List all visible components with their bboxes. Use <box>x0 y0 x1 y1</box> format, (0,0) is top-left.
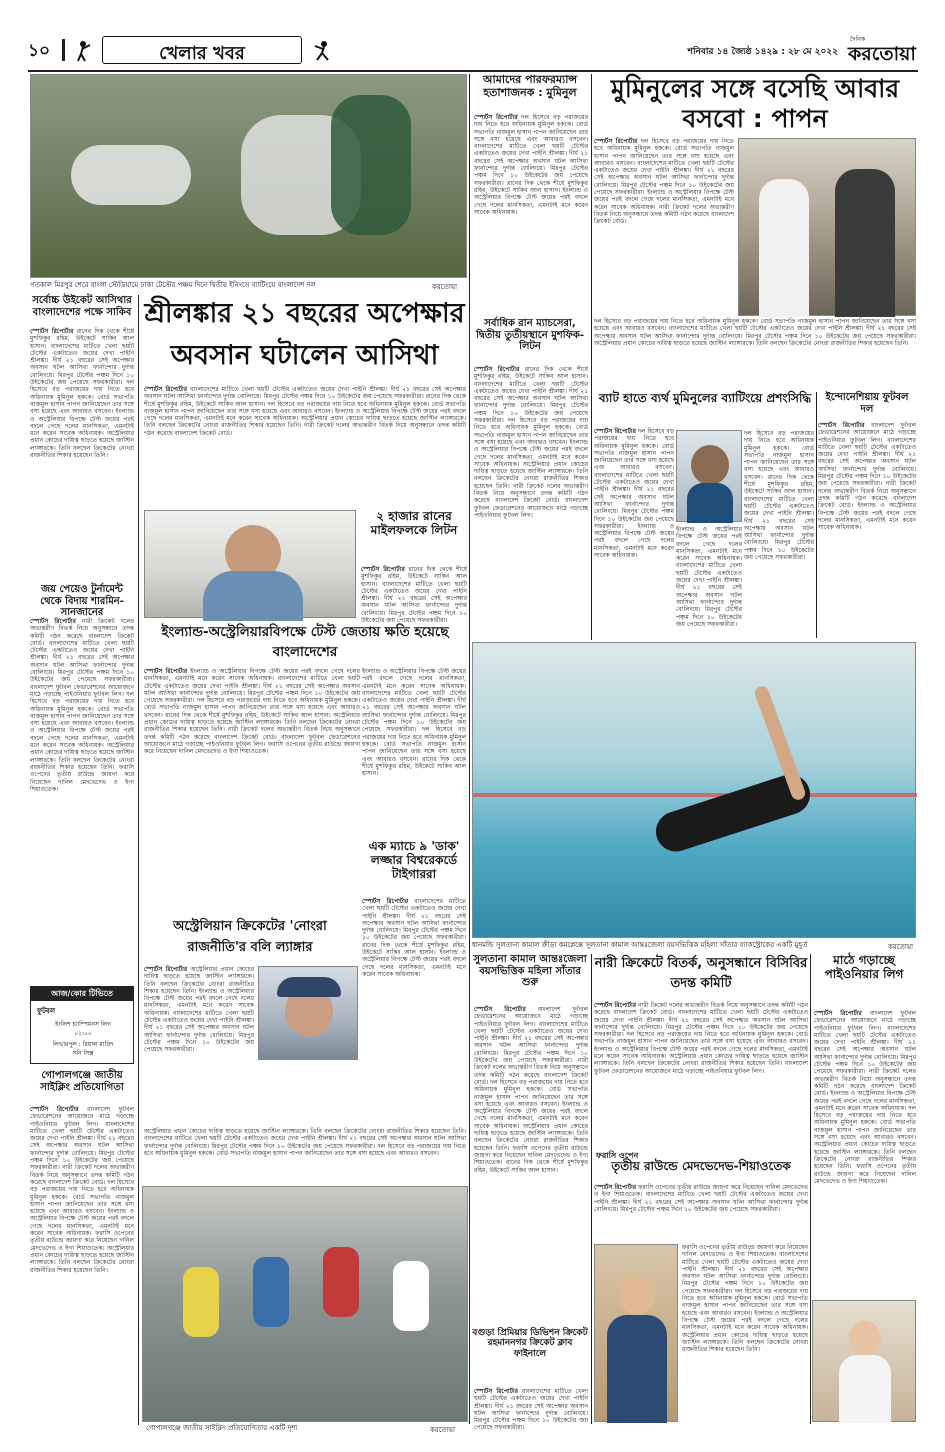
england-lead-cont3: রানের দিক থেকে শীর্ষে মুশফিকুর রহিম, উইকেটে সাকিব আল হাসান। <box>165 711 331 719</box>
coach-photo <box>144 510 356 618</box>
pioneer-lead-cont5: অস্ট্রেলিয়ার প্রধান কোচের দায়িত্ব ছাড়তে হয়েছে জাস্টিন ল্যাঙ্গারকে। তিনি বলছেন ক্রিকেটের নোংরা রাজনীতির শিকার হয়েছেন তিনি। <box>814 1141 916 1171</box>
women-cricket-lead-cont4: অস্ট্রেলিয়ার প্রধান কোচের দায়িত্ব ছাড়তে হয়েছে জাস্টিন ল্যাঙ্গারকে। তিনি বলছেন ক্রিকেটের নোংরা রাজনীতির শিকার হয়েছেন তিনি। <box>594 1053 808 1068</box>
tv-row-1-time: ০১:০০ <box>74 1030 92 1037</box>
swiatek-photo <box>812 1300 916 1422</box>
french-body-cont <box>682 1244 808 1422</box>
futsal-body <box>818 422 916 638</box>
cycling-lead-cont6: অস্ট্রেলিয়ার প্রধান কোচের দায়িত্ব ছাড়তে হয়েছে জাস্টিন ল্যাঙ্গারকে। তিনি বলছেন ক্রিকেটের নোংরা রাজনীতির শিকার হয়েছেন তিনি। <box>30 1244 134 1274</box>
sharmin-body <box>30 618 134 918</box>
medvedev-photo <box>594 1244 678 1422</box>
mominul-small-headline: আমাদের পারফরম্যান্স হতাশাজনক : মুমিনুল <box>482 73 578 99</box>
liton-run-body-cont <box>362 668 466 836</box>
french-lead-cont: বাংলাদেশের মাটিতে খেলা ছয়টি টেস্টের একটাতেও জয়ের দেখা পাইনি শ্রীলঙ্কা। দীর্ঘ ২১ বছরের সেই অপেক্ষার অবসান ঘটল আসিথা ফার্নান্দোর দুর্দান্ত বোলিংয়ে। মিরপুর টেস্টের পঞ্চম দিনে ১০ উইকেটের জয় পেয়েছে সফরকারীরা। <box>594 1191 808 1213</box>
futsal-byline: স্পোর্টস রিপোর্টার <box>818 422 865 429</box>
bat-fail-lead-cont2: ইংল্যান্ড ও অস্ট্রেলিয়ার বিপক্ষে টেস্ট জয়ের পরই বদলে গেছে দলের মানসিকতা, এমনটাই মনে করেন সাবেক অধিনায়ক। <box>594 522 674 560</box>
mominul-lead-cont3: নারী ক্রিকেট দলের অভ্যন্তরীণ বিতর্ক নিয়ে অনুসন্ধানে তদন্ত কমিটি গঠন করেছে বাংলাদেশ ক্রিকেট বোর্ড। <box>594 203 734 226</box>
liton-bat-lead-cont: বাংলাদেশের মাটিতে খেলা ছয়টি টেস্টের একটাতেও জয়ের দেখা পাইনি শ্রীলঙ্কা। দীর্ঘ ২১ বছরের সেই অপেক্ষার অবসান ঘটল আসিথা ফার্নান্দোর দুর্দান্ত বোলিংয়ে। মিরপুর টেস্টের পঞ্চম দিনে ১০ উইকেটের জয় পেয়েছে সফরকারীরা। <box>474 380 588 425</box>
tv-box <box>30 986 134 1064</box>
cycling-photo-credit: করতোয়া <box>430 1426 455 1434</box>
langer-photo <box>258 966 358 1060</box>
pioneer-lead-cont: বাংলাদেশের মাটিতে খেলা ছয়টি টেস্টের একটাতেও জয়ের দেখা পাইনি শ্রীলঙ্কা। দীর্ঘ ২১ বছরের সেই অপেক্ষার অবসান ঘটল আসিথা ফার্নান্দোর দুর্দান্ত বোলিংয়ে। মিরপুর টেস্টের পঞ্চম দিনে ১০ উইকেটের জয় পেয়েছে সফরকারীরা। <box>814 1024 916 1076</box>
swimming-headline: সুলতানা কামাল আন্তঃজেলা বয়সভিত্তিক মহিলা সাঁতার শুরু <box>473 954 587 988</box>
pioneer-lead-cont4: দল হিসেবে বড় পরাজয়ের দায় নিতে হবে অধিনায়ক মুমিনুল হককে। বোর্ড সভাপতি নাজমুল হাসান পাপন জানিয়েছেন তার সঙ্গে বসা হয়েছে এবং আবারও বসবেন। <box>814 1104 916 1142</box>
women-cricket-headline: নারী ক্রিকেটে বিতর্ক, অনুসন্ধানে বিসিবির তদন্ত কমিটি <box>594 956 808 991</box>
langer-lead: অস্ট্রেলিয়ার প্রধান কোচের দায়িত্ব ছাড়তে হয়েছে জাস্টিন ল্যাঙ্গারকে। তিনি বলছেন ক্রিকেটের নোংরা রাজনীতির শিকার হয়েছেন তিনি। <box>144 966 254 995</box>
main-body <box>144 386 466 508</box>
section-title: খেলার খবর <box>159 43 245 64</box>
cycling-photo-caption: গোপালগঞ্জে জাতীয় সাইক্লিং প্রতিযোগিতার একটি দৃশ্য <box>146 1424 298 1432</box>
bat-fail-body-3 <box>676 526 742 638</box>
sharmin-byline: স্পোর্টস রিপোর্টার <box>30 618 76 625</box>
left-column-divider <box>138 295 139 1425</box>
main-lead-cont4: অস্ট্রেলিয়ার প্রধান কোচের দায়িত্ব ছাড়তে হয়েছে জাস্টিন ল্যাঙ্গারকে। তিনি বলছেন ক্রিকেটের নোংরা রাজনীতির শিকার হয়েছেন তিনি। <box>144 415 466 430</box>
main-lead-cont5: নারী ক্রিকেট দলের অভ্যন্তরীণ বিতর্ক নিয়ে অনুসন্ধানে তদন্ত কমিটি গঠন করেছে বাংলাদেশ ক্রিকেট বোর্ড। <box>144 422 466 437</box>
mominul-body <box>594 138 734 313</box>
mominul-small-lead-cont3: ইংল্যান্ড ও অস্ট্রেলিয়ার বিপক্ষে টেস্ট জয়ের পরই বদলে গেছে দলের মানসিকতা, এমনটাই মনে করেন সাবেক অধিনায়ক। <box>474 186 588 216</box>
england-lead-cont6: বাংলাদেশ ফুটবল ফেডারেশনের আয়োজনে মাঠে গড়াচ্ছে পাইওনিয়ার ফুটবল লিগ। <box>144 733 360 748</box>
main-column-divider <box>469 74 470 1424</box>
french-body <box>594 1184 808 1240</box>
mominul-headline: মুমিনুলের সঙ্গে বসেছি আবার বসবো : পাপন <box>610 74 900 133</box>
sharmin-lead-cont5: অস্ট্রেলিয়ার প্রধান কোচের দায়িত্ব ছাড়তে হয়েছে জাস্টিন ল্যাঙ্গারকে। তিনি বলছেন ক্রিকেটের নোংরা রাজনীতির শিকার হয়েছেন তিনি। <box>30 742 134 771</box>
date-line: শনিবার ১৪ জ্যৈষ্ঠ ১৪২৯ : ২৮ মে ২০২২ <box>687 47 838 57</box>
swimming-lead: বাংলাদেশ ফুটবল ফেডারেশনের আয়োজনে মাঠে গড়াচ্ছে পাইওনিয়ার ফুটবল লিগ। <box>474 1006 588 1028</box>
liton-bat-lead-cont4: অস্ট্রেলিয়ার প্রধান কোচের দায়িত্ব ছাড়তে হয়েছে জাস্টিন ল্যাঙ্গারকে। তিনি বলছেন ক্রিকেটের নোংরা রাজনীতির শিকার হয়েছেন তিনি। <box>474 460 588 490</box>
liton-run-byline: স্পোর্টস রিপোর্টার <box>361 566 405 573</box>
liton-run-headline: ২ হাজার রানের মাইলফলকে লিটন <box>370 509 458 537</box>
french-byline: স্পোর্টস রিপোর্টার <box>594 1184 637 1191</box>
pioneer-lead-cont6: ফরাসি ওপেনের তৃতীয় রাউন্ডে জায়গা করে নিয়েছেন দানিল মেদভেদেভ ও ইগা শিয়াওতেক। <box>814 1163 916 1185</box>
liton-bat-body <box>474 366 588 640</box>
sharmin-headline: জয় পেয়েও টুর্নামেন্ট থেকে বিদায় শারমিন-সানজানের <box>40 584 124 618</box>
paper-name: করতোয়া <box>848 43 916 65</box>
pioneer-lead-cont3: ইংল্যান্ড ও অস্ট্রেলিয়ার বিপক্ষে টেস্ট জয়ের পরই বদলে গেছে দলের মানসিকতা, এমনটাই মনে করেন সাবেক অধিনায়ক। <box>814 1090 916 1112</box>
swimming-lead-cont3: দল হিসেবে বড় পরাজয়ের দায় নিতে হবে অধিনায়ক মুমিনুল হককে। বোর্ড সভাপতি নাজমুল হাসান পাপন জানিয়েছেন তার সঙ্গে বসা হয়েছে এবং আবারও বসবেন। <box>474 1078 588 1108</box>
bogura-body <box>474 1388 588 1432</box>
tv-row-2-time: সনি সিক্স <box>72 1050 94 1057</box>
liton-run-cont-text4: রানের দিক থেকে শীর্ষে মুশফিকুর রহিম, উইকেটে সাকিব আল হাসান। <box>362 755 466 778</box>
french-cont-text5: অস্ট্রেলিয়ার প্রধান কোচের দায়িত্ব ছাড়তে হয়েছে জাস্টিন ল্যাঙ্গারকে। তিনি বলছেন ক্রিকেটের নোংরা রাজনীতির শিকার হয়েছেন তিনি। <box>682 1331 808 1354</box>
tv-row-1-event: ইংলিশ চ্যাম্পিয়নস লিগ <box>55 1021 111 1028</box>
swimming-photo <box>472 642 916 938</box>
bogura-lead: বাংলাদেশের মাটিতে খেলা ছয়টি টেস্টের একটাতেও জয়ের দেখা পাইনি শ্রীলঙ্কা। দীর্ঘ ২১ বছরের সেই অপেক্ষার অবসান ঘটল আসিথা ফার্নান্দোর দুর্দান্ত বোলিংয়ে। মিরপুর টেস্টের পঞ্চম দিনে ১০ উইকেটের জয় পেয়েছে সফরকারীরা। <box>474 1388 588 1432</box>
mominul-small-body <box>474 114 588 314</box>
tv-sport: ফুটবল <box>37 1007 56 1015</box>
cycling-lead-cont3: দল হিসেবে বড় পরাজয়ের দায় নিতে হবে অধিনায়ক মুমিনুল হককে। বোর্ড সভাপতি নাজমুল হাসান পাপন জানিয়েছেন তার সঙ্গে বসা হয়েছে এবং আবারও বসবেন। <box>30 1178 134 1216</box>
futsal-lead-cont2: নারী ক্রিকেট দলের অভ্যন্তরীণ বিতর্ক নিয়ে অনুসন্ধানে তদন্ত কমিটি গঠন করেছে বাংলাদেশ ক্রিকেট বোর্ড। <box>818 480 916 510</box>
bogura-byline: স্পোর্টস রিপোর্টার <box>474 1388 518 1395</box>
women-cricket-body <box>594 1002 808 1146</box>
french-lead: ফরাসি ওপেনের তৃতীয় রাউন্ডে জায়গা করে নিয়েছেন দানিল মেদভেদেভ ও ইগা শিয়াওতেক। <box>594 1184 808 1199</box>
langer-cont-text: অস্ট্রেলিয়ার প্রধান কোচের দায়িত্ব ছাড়তে হয়েছে জাস্টিন ল্যাঙ্গারকে। তিনি বলছেন ক্রিকেটের নোংরা রাজনীতির শিকার হয়েছেন তিনি। <box>144 1128 466 1135</box>
paper-name-small: দৈনিক <box>850 36 866 43</box>
england-byline: স্পোর্টস রিপোর্টার <box>144 668 188 675</box>
england-lead-cont7: ফরাসি ওপেনের তৃতীয় রাউন্ডে জায়গা করে নিয়েছেন দানিল মেদভেদেভ ও ইগা শিয়াওতেক। <box>144 740 360 756</box>
main-lead-cont: রানের দিক থেকে শীর্ষে মুশফিকুর রহিম, উইকেটে সাকিব আল হাসান। <box>144 393 466 408</box>
futsal-divider <box>816 392 817 638</box>
main-byline: স্পোর্টস রিপোর্টার <box>144 386 187 393</box>
mominul-body-cont <box>594 318 916 390</box>
main-lead: বাংলাদেশের মাটিতে খেলা ছয়টি টেস্টের একটাতেও জয়ের দেখা পাইনি শ্রীলঙ্কা। দীর্ঘ ২১ বছরের সেই অপেক্ষার অবসান ঘটল আসিথা ফার্নান্দোর দুর্দান্ত বোলিংয়ে। মিরপুর টেস্টের পঞ্চম দিনে ১০ উইকেটের জয় পেয়েছে সফরকারীরা। <box>144 386 466 401</box>
futsal-lead-cont3: ইংল্যান্ড ও অস্ট্রেলিয়ার বিপক্ষে টেস্ট জয়ের পরই বদলে গেছে দলের মানসিকতা, এমনটাই মনে করেন সাবেক অধিনায়ক। <box>818 502 917 532</box>
pioneer-body <box>814 1010 916 1296</box>
papan-photo <box>738 138 916 316</box>
mominul-body-cont-text: দল হিসেবে বড় পরাজয়ের দায় নিতে হবে অধিনায়ক মুমিনুল হককে। বোর্ড সভাপতি নাজমুল হাসান পাপন জানিয়েছেন তার সঙ্গে বসা হয়েছে এবং আবারও বসবেন। <box>594 318 916 333</box>
bat-fail-body-2 <box>744 430 814 638</box>
langer-cont-text2: বাংলাদেশের মাটিতে খেলা ছয়টি টেস্টের একটাতেও জয়ের দেখা পাইনি শ্রীলঙ্কা। দীর্ঘ ২১ বছরের সেই অপেক্ষার অবসান ঘটল আসিথা ফার্নান্দোর দুর্দান্ত বোলিংয়ে। মিরপুর টেস্টের পঞ্চম দিনে ১০ উইকেটের জয় পেয়েছে সফরকারীরা। <box>144 1135 466 1150</box>
women-cricket-byline: স্পোর্টস রিপোর্টার <box>594 1002 637 1009</box>
masthead <box>28 34 918 70</box>
bat-fail-cont-text3: বাংলাদেশের মাটিতে খেলা ছয়টি টেস্টের একটাতেও জয়ের দেখা পাইনি শ্রীলঙ্কা। দীর্ঘ ২১ বছরের সেই অপেক্ষার অবসান ঘটল আসিথা ফার্নান্দোর দুর্দান্ত বোলিংয়ে। মিরপুর টেস্টের পঞ্চম দিনে ১০ উইকেটের জয় পেয়েছে সফরকারীরা। <box>744 495 814 562</box>
langer-headline: অস্ট্রেলিয়ান ক্রিকেটের 'নোংরা রাজনীতি'র বলি ল্যাঙ্গার <box>173 919 327 955</box>
header-rule <box>28 70 918 72</box>
liton-bat-lead: রানের দিক থেকে শীর্ষে মুশফিকুর রহিম, উইকেটে সাকিব আল হাসান। <box>474 366 588 381</box>
women-cricket-lead-cont: বাংলাদেশের মাটিতে খেলা ছয়টি টেস্টের একটাতেও জয়ের দেখা পাইনি শ্রীলঙ্কা। দীর্ঘ ২১ বছরের সেই অপেক্ষার অবসান ঘটল আসিথা ফার্নান্দোর দুর্দান্ত বোলিংয়ে। মিরপুর টেস্টের পঞ্চম দিনে ১০ উইকেটের জয় পেয়েছে সফরকারীরা। <box>594 1009 808 1039</box>
swimming-lead-cont7: রানের দিক থেকে শীর্ষে মুশফিকুর রহিম, উইকেটে সাকিব আল হাসান। <box>474 1159 588 1174</box>
bowler-icon <box>310 40 334 62</box>
right-column-divider <box>810 954 811 1424</box>
sakib-body <box>30 328 134 578</box>
duck-body <box>362 898 466 1058</box>
women-cricket-lead-cont3: ইংল্যান্ড ও অস্ট্রেলিয়ার বিপক্ষে টেস্ট জয়ের পরই বদলে গেছে দলের মানসিকতা, এমনটাই মনে করেন সাবেক অধিনায়ক। <box>594 1045 808 1061</box>
mominul-body-cont-text2: বাংলাদেশের মাটিতে খেলা ছয়টি টেস্টের একটাতেও জয়ের দেখা পাইনি শ্রীলঙ্কা। দীর্ঘ ২১ বছরের সেই অপেক্ষার অবসান ঘটল আসিথা ফার্নান্দোর দুর্দান্ত বোলিংয়ে। মিরপুর টেস্টের পঞ্চম দিনে ১০ উইকেটের জয় পেয়েছে সফরকারীরা। <box>594 325 916 340</box>
main-lead-cont2: দল হিসেবে বড় পরাজয়ের দায় নিতে হবে অধিনায়ক মুমিনুল হককে। বোর্ড সভাপতি নাজমুল হাসান পাপন জানিয়েছেন তার সঙ্গে বসা হয়েছে এবং আবারও বসবেন। <box>144 400 466 415</box>
duck-byline: স্পোর্টস রিপোর্টার <box>362 898 409 905</box>
sakib-lead-cont4: অস্ট্রেলিয়ার প্রধান কোচের দায়িত্ব ছাড়তে হয়েছে জাস্টিন ল্যাঙ্গারকে। তিনি বলছেন ক্রিকেটের নোংরা রাজনীতির শিকার হয়েছেন তিনি। <box>30 430 134 460</box>
page-number: ১০ <box>28 41 51 61</box>
french-cont-text3: দল হিসেবে বড় পরাজয়ের দায় নিতে হবে অধিনায়ক মুমিনুল হককে। বোর্ড সভাপতি নাজমুল হাসান পাপন জানিয়েছেন তার সঙ্গে বসা হয়েছে এবং আবারও বসবেন। <box>682 1287 808 1317</box>
bat-fail-lead: দল হিসেবে বড় পরাজয়ের দায় নিতে হবে অধিনায়ক মুমিনুল হককে। বোর্ড সভাপতি নাজমুল হাসান পাপন জানিয়েছেন তার সঙ্গে বসা হয়েছে এবং আবারও বসবেন। <box>594 428 674 472</box>
cycling-headline: গোপালগঞ্জে জাতীয় সাইক্লিং প্রতিযোগিতা <box>40 1070 124 1093</box>
main-lead-cont3: ইংল্যান্ড ও অস্ট্রেলিয়ার বিপক্ষে টেস্ট জয়ের পরই বদলে গেছে দলের মানসিকতা, এমনটাই মনে করেন সাবেক অধিনায়ক। <box>144 407 466 423</box>
swimming-body <box>474 1006 588 1326</box>
french-cont-text4: ইংল্যান্ড ও অস্ট্রেলিয়ার বিপক্ষে টেস্ট জয়ের পরই বদলে গেছে দলের মানসিকতা, এমনটাই মনে করেন সাবেক অধিনায়ক। <box>682 1309 808 1332</box>
cycling-photo <box>142 1186 468 1422</box>
sakib-lead: রানের দিক থেকে শীর্ষে মুশফিকুর রহিম, উইকেটে সাকিব আল হাসান। <box>30 328 134 350</box>
duck-lead-cont2: ইংল্যান্ড ও অস্ট্রেলিয়ার বিপক্ষে টেস্ট জয়ের পরই বদলে গেছে দলের মানসিকতা, এমনটাই মনে করেন সাবেক অধিনায়ক। <box>362 949 466 978</box>
mominul-small-lead-cont2: রানের দিক থেকে শীর্ষে মুশফিকুর রহিম, উইকেটে সাকিব আল হাসান। <box>474 179 588 194</box>
swimming-lead-cont5: অস্ট্রেলিয়ার প্রধান কোচের দায়িত্ব ছাড়তে হয়েছে জাস্টিন ল্যাঙ্গারকে। তিনি বলছেন ক্রিকেটের নোংরা রাজনীতির শিকার হয়েছেন তিনি। <box>474 1122 588 1152</box>
swimming-photo-caption: ধানমন্ডি সুলতানা কামাল ক্রীড়া কমপ্লেক্সে সুলতানা কামাল আন্তঃজেলা বয়সভিত্তিক মহিলা সাঁতার ব্যাকস্ট্রোকের একটি মুহূর্ত <box>472 941 808 949</box>
mominul-body-cont-text3: অস্ট্রেলিয়ার প্রধান কোচের দায়িত্ব ছাড়তে হয়েছে জাস্টিন ল্যাঙ্গারকে। তিনি বলছেন ক্রিকেটের নোংরা রাজনীতির শিকার হয়েছেন তিনি। <box>594 339 909 347</box>
duck-lead-cont: রানের দিক থেকে শীর্ষে মুশফিকুর রহিম, উইকেটে সাকিব আল হাসান। <box>362 941 466 957</box>
langer-lead-cont: ইংল্যান্ড ও অস্ট্রেলিয়ার বিপক্ষে টেস্ট জয়ের পরই বদলে গেছে দলের মানসিকতা, এমনটাই মনে করেন সাবেক অধিনায়ক। <box>144 987 254 1017</box>
futsal-lead: বাংলাদেশ ফুটবল ফেডারেশনের আয়োজনে মাঠে গড়াচ্ছে পাইওনিয়ার ফুটবল লিগ। <box>818 422 916 444</box>
duck-headline: এক ম্যাচে ৯ 'ডাক' লজ্জার বিশ্বরেকর্ডে টাইগাররা <box>368 839 460 881</box>
langer-lead-cont2: বাংলাদেশের মাটিতে খেলা ছয়টি টেস্টের একটাতেও জয়ের দেখা পাইনি শ্রীলঙ্কা। দীর্ঘ ২১ বছরের সেই অপেক্ষার অবসান ঘটল আসিথা ফার্নান্দোর দুর্দান্ত বোলিংয়ে। মিরপুর টেস্টের পঞ্চম দিনে ১০ উইকেটের জয় পেয়েছে সফরকারীরা। <box>144 1009 254 1054</box>
tv-box-title: আজ/কোর টিভিতে <box>31 987 133 1001</box>
women-cricket-lead-cont5: বাংলাদেশ ফুটবল ফেডারেশনের আয়োজনে মাঠে গড়াচ্ছে পাইওনিয়ার ফুটবল লিগ। <box>594 1060 808 1075</box>
sharmin-lead: নারী ক্রিকেট দলের অভ্যন্তরীণ বিতর্ক নিয়ে অনুসন্ধানে তদন্ত কমিটি গঠন করেছে বাংলাদেশ ক্রিকেট বোর্ড। <box>30 618 134 647</box>
england-lead: ইংল্যান্ড ও অস্ট্রেলিয়ার বিপক্ষে টেস্ট জয়ের পরই বদলে গেছে দলের মানসিকতা, এমনটাই মনে করেন সাবেক অধিনায়ক। <box>144 668 360 683</box>
mominul-small-byline: স্পোর্টস রিপোর্টার <box>474 114 518 121</box>
england-lead-cont5: নারী ক্রিকেট দলের অভ্যন্তরীণ বিতর্ক নিয়ে অনুসন্ধানে তদন্ত কমিটি গঠন করেছে বাংলাদেশ ক্রিকেট বোর্ড। <box>144 726 360 741</box>
lower-middle-divider <box>591 954 592 1424</box>
bat-fail-cont-text5: বাংলাদেশের মাটিতে খেলা ছয়টি টেস্টের একটাতেও জয়ের দেখা পাইনি শ্রীলঙ্কা। দীর্ঘ ২১ বছরের সেই অপেক্ষার অবসান ঘটল আসিথা ফার্নান্দোর দুর্দান্ত বোলিংয়ে। মিরপুর টেস্টের পঞ্চম দিনে ১০ উইকেটের জয় পেয়েছে সফরকারীরা। <box>676 562 742 628</box>
liton-bat-lead-cont3: ইংল্যান্ড ও অস্ট্রেলিয়ার বিপক্ষে টেস্ট জয়ের পরই বদলে গেছে দলের মানসিকতা, এমনটাই মনে করেন সাবেক অধিনায়ক। <box>474 438 588 468</box>
french-cont-text: ফরাসি ওপেনের তৃতীয় রাউন্ডে জায়গা করে নিয়েছেন দানিল মেদভেদেভ ও ইগা শিয়াওতেক। <box>682 1244 808 1259</box>
sakib-headline: সর্বোচ্চ উইকেট আসিথার বাংলাদেশের পক্ষে সাকিব <box>32 295 132 318</box>
pioneer-lead: বাংলাদেশ ফুটবল ফেডারেশনের আয়োজনে মাঠে গড়াচ্ছে পাইওনিয়ার ফুটবল লিগ। <box>814 1010 916 1032</box>
french-headline: তৃতীয় রাউন্ডে মেদভেদেভ-শিয়াওতেক <box>611 1159 791 1173</box>
batsman-icon <box>70 40 96 62</box>
pioneer-headline: মাঠে গড়াচ্ছে পাইওনিয়ার লিগ <box>824 953 904 981</box>
sharmin-lead-cont4: ইংল্যান্ড ও অস্ট্রেলিয়ার বিপক্ষে টেস্ট জয়ের পরই বদলে গেছে দলের মানসিকতা, এমনটাই মনে করেন সাবেক অধিনায়ক। <box>30 720 134 750</box>
cycling-byline: স্পোর্টস রিপোর্টার <box>30 1106 79 1113</box>
langer-body <box>144 966 254 1126</box>
sharmin-lead-cont3: দল হিসেবে বড় পরাজয়ের দায় নিতে হবে অধিনায়ক মুমিনুল হককে। বোর্ড সভাপতি নাজমুল হাসান পাপন জানিয়েছেন তার সঙ্গে বসা হয়েছে এবং আবারও বসবেন। <box>30 690 134 728</box>
swimming-photo-credit: করতোয়া <box>888 943 913 951</box>
sakib-lead-cont3: ইংল্যান্ড ও অস্ট্রেলিয়ার বিপক্ষে টেস্ট জয়ের পরই বদলে গেছে দলের মানসিকতা, এমনটাই মনে করেন সাবেক অধিনায়ক। <box>30 408 134 438</box>
england-lead-cont4: অস্ট্রেলিয়ার প্রধান কোচের দায়িত্ব ছাড়তে হয়েছে জাস্টিন ল্যাঙ্গারকে। তিনি বলছেন ক্রিকেটের নোংরা রাজনীতির শিকার হয়েছেন তিনি। <box>144 711 360 734</box>
mominul-lead-cont: বাংলাদেশের মাটিতে খেলা ছয়টি টেস্টের একটাতেও জয়ের দেখা পাইনি শ্রীলঙ্কা। দীর্ঘ ২১ বছরের সেই অপেক্ষার অবসান ঘটল আসিথা ফার্নান্দোর দুর্দান্ত বোলিংয়ে। মিরপুর টেস্টের পঞ্চম দিনে ১০ উইকেটের জয় পেয়েছে সফরকারীরা। <box>594 159 734 197</box>
liton-bat-lead-cont5: নারী ক্রিকেট দলের অভ্যন্তরীণ বিতর্ক নিয়ে অনুসন্ধানে তদন্ত কমিটি গঠন করেছে বাংলাদেশ ক্রিকেট বোর্ড। <box>474 482 588 505</box>
bat-fail-cont-text: দল হিসেবে বড় পরাজয়ের দায় নিতে হবে অধিনায়ক মুমিনুল হককে। বোর্ড সভাপতি নাজমুল হাসান পাপন জানিয়েছেন তার সঙ্গে বসা হয়েছে এবং আবারও বসবেন। <box>744 430 814 481</box>
swimming-lead-cont6: ফরাসি ওপেনের তৃতীয় রাউন্ডে জায়গা করে নিয়েছেন দানিল মেদভেদেভ ও ইগা শিয়াওতেক। <box>474 1144 588 1167</box>
cycling-lead: বাংলাদেশ ফুটবল ফেডারেশনের আয়োজনে মাঠে গড়াচ্ছে পাইওনিয়ার ফুটবল লিগ। <box>30 1106 134 1128</box>
liton-run-cont-text2: বাংলাদেশের মাটিতে খেলা ছয়টি টেস্টের একটাতেও জয়ের দেখা পাইনি শ্রীলঙ্কা। দীর্ঘ ২১ বছরের সেই অপেক্ষার অবসান ঘটল আসিথা ফার্নান্দোর দুর্দান্ত বোলিংয়ে। মিরপুর টেস্টের পঞ্চম দিনে ১০ উইকেটের জয় পেয়েছে সফরকারীরা। <box>362 689 466 734</box>
duck-lead: বাংলাদেশের মাটিতে খেলা ছয়টি টেস্টের একটাতেও জয়ের দেখা পাইনি শ্রীলঙ্কা। দীর্ঘ ২১ বছরের সেই অপেক্ষার অবসান ঘটল আসিথা ফার্নান্দোর দুর্দান্ত বোলিংয়ে। মিরপুর টেস্টের পঞ্চম দিনে ১০ উইকেটের জয় পেয়েছে সফরকারীরা। <box>362 898 466 942</box>
women-cricket-lead-cont2: দল হিসেবে বড় পরাজয়ের দায় নিতে হবে অধিনায়ক মুমিনুল হককে। বোর্ড সভাপতি নাজমুল হাসান পাপন জানিয়েছেন তার সঙ্গে বসা হয়েছে এবং আবারও বসবেন। <box>594 1031 808 1046</box>
liton-bat-headline: সর্বাধিক রান ম্যাচসেরা, দ্বিতীয় তুর্তীয়স্থানে মুশফিক-লিটন <box>475 318 585 352</box>
top-photo-credit: করতোয়া <box>432 283 457 291</box>
cycling-lead-cont5: ফরাসি ওপেনের তৃতীয় রাউন্ডে জায়গা করে নিয়েছেন দানিল মেদভেদেভ ও ইগা শিয়াওতেক। <box>30 1230 134 1252</box>
langer-body-cont <box>144 1128 466 1182</box>
england-lead-cont2: দল হিসেবে বড় পরাজয়ের দায় নিতে হবে অধিনায়ক মুমিনুল হককে। বোর্ড সভাপতি নাজমুল হাসান পাপন জানিয়েছেন তার সঙ্গে বসা হয়েছে এবং আবারও বসবেন। <box>144 697 360 719</box>
page-number-divider <box>62 39 65 61</box>
cycling-lead-cont4: ইংল্যান্ড ও অস্ট্রেলিয়ার বিপক্ষে টেস্ট জয়ের পরই বদলে গেছে দলের মানসিকতা, এমনটাই মনে করেন সাবেক অধিনায়ক। <box>30 1208 134 1238</box>
futsal-lead-cont: বাংলাদেশের মাটিতে খেলা ছয়টি টেস্টের একটাতেও জয়ের দেখা পাইনি শ্রীলঙ্কা। দীর্ঘ ২১ বছরের সেই অপেক্ষার অবসান ঘটল আসিথা ফার্নান্দোর দুর্দান্ত বোলিংয়ে। মিরপুর টেস্টের পঞ্চম দিনে ১০ উইকেটের জয় পেয়েছে সফরকারীরা। <box>818 436 916 488</box>
liton-run-lead: রানের দিক থেকে শীর্ষে মুশফিকুর রহিম, উইকেটে সাকিব আল হাসান। <box>361 566 467 588</box>
top-photo-caption: গতকাল মিরপুর শেরে বাংলা স্টেডিয়ামে ঢাকা টেস্টের পঞ্চম দিনে দ্বিতীয় ইনিংসে ব্যাটিংয়ে বাংলাদেশ দল <box>30 281 316 289</box>
paper-logo <box>848 34 920 68</box>
mominul-small-lead-cont: বাংলাদেশের মাটিতে খেলা ছয়টি টেস্টের একটাতেও জয়ের দেখা পাইনি শ্রীলঙ্কা। দীর্ঘ ২১ বছরের সেই অপেক্ষার অবসান ঘটল আসিথা ফার্নান্দোর দুর্দান্ত বোলিংয়ে। মিরপুর টেস্টের পঞ্চম দিনে ১০ উইকেটের জয় পেয়েছে সফরকারীরা। <box>474 143 588 187</box>
bat-fail-body <box>594 428 674 638</box>
bat-fail-headline: ব্যাট হাতে ব্যর্থ মুমিনুলের ব্যাটিংয়ে প্রশংসিদ্ধি <box>598 391 812 405</box>
women-cricket-lead: নারী ক্রিকেট দলের অভ্যন্তরীণ বিতর্ক নিয়ে অনুসন্ধানে তদন্ত কমিটি গঠন করেছে বাংলাদেশ ক্রিকেট বোর্ড। <box>594 1002 808 1017</box>
swimming-lead-cont2: নারী ক্রিকেট দলের অভ্যন্তরীণ বিতর্ক নিয়ে অনুসন্ধানে তদন্ত কমিটি গঠন করেছে বাংলাদেশ ক্রিকেট বোর্ড। <box>474 1057 588 1086</box>
swimming-lead-cont: বাংলাদেশের মাটিতে খেলা ছয়টি টেস্টের একটাতেও জয়ের দেখা পাইনি শ্রীলঙ্কা। দীর্ঘ ২১ বছরের সেই অপেক্ষার অবসান ঘটল আসিথা ফার্নান্দোর দুর্দান্ত বোলিংয়ে। মিরপুর টেস্টের পঞ্চম দিনে ১০ উইকেটের জয় পেয়েছে সফরকারীরা। <box>474 1020 588 1065</box>
test-match-photo <box>30 74 467 278</box>
bat-fail-lead-cont: বাংলাদেশের মাটিতে খেলা ছয়টি টেস্টের একটাতেও জয়ের দেখা পাইনি শ্রীলঙ্কা। দীর্ঘ ২১ বছরের সেই অপেক্ষার অবসান ঘটল আসিথা ফার্নান্দোর দুর্দান্ত বোলিংয়ে। মিরপুর টেস্টের পঞ্চম দিনে ১০ উইকেটের জয় পেয়েছে সফরকারীরা। <box>594 471 674 530</box>
mominul-small-lead: দল হিসেবে বড় পরাজয়ের দায় নিতে হবে অধিনায়ক মুমিনুল হককে। বোর্ড সভাপতি নাজমুল হাসান পাপন জানিয়েছেন তার সঙ্গে বসা হয়েছে এবং আবারও বসবেন। <box>474 114 588 143</box>
liton-bat-lead-cont6: বাংলাদেশ ফুটবল ফেডারেশনের আয়োজনে মাঠে গড়াচ্ছে পাইওনিয়ার ফুটবল লিগ। <box>474 497 588 519</box>
middle-column-divider <box>591 74 592 640</box>
england-headline: ইংল্যান্ড-অস্ট্রেলিয়ারবিপক্ষে টেস্ট জেতায় ক্ষতি হয়েছে বাংলাদেশের <box>161 624 449 660</box>
futsal-headline: ইন্দোনেশিয়ায় ফুটবল দল <box>825 392 909 415</box>
sakib-byline: স্পোর্টস রিপোর্টার <box>30 328 74 335</box>
sakib-lead-cont2: দল হিসেবে বড় পরাজয়ের দায় নিতে হবে অধিনায়ক মুমিনুল হককে। বোর্ড সভাপতি নাজমুল হাসান পাপন জানিয়েছেন তার সঙ্গে বসা হয়েছে এবং আবারও বসবেন। <box>30 379 134 416</box>
liton-run-cont-text: ইংল্যান্ড ও অস্ট্রেলিয়ার বিপক্ষে টেস্ট জয়ের পরই বদলে গেছে দলের মানসিকতা, এমনটাই মনে করেন সাবেক অধিনায়ক। <box>362 668 466 690</box>
cycling-lead-cont: বাংলাদেশের মাটিতে খেলা ছয়টি টেস্টের একটাতেও জয়ের দেখা পাইনি শ্রীলঙ্কা। দীর্ঘ ২১ বছরের সেই অপেক্ষার অবসান ঘটল আসিথা ফার্নান্দোর দুর্দান্ত বোলিংয়ে। মিরপুর টেস্টের পঞ্চম দিনে ১০ উইকেটের জয় পেয়েছে সফরকারীরা। <box>30 1120 134 1172</box>
cycling-body <box>30 1106 134 1422</box>
bat-fail-cont-text2: রানের দিক থেকে শীর্ষে মুশফিকুর রহিম, উইকেটে সাকিব আল হাসান। <box>744 473 814 496</box>
mominul-portrait-photo <box>676 430 742 522</box>
liton-run-cont-text3: দল হিসেবে বড় পরাজয়ের দায় নিতে হবে অধিনায়ক মুমিনুল হককে। বোর্ড সভাপতি নাজমুল হাসান পাপন জানিয়েছেন তার সঙ্গে বসা হয়েছে এবং আবারও বসবেন। <box>362 726 466 763</box>
bat-fail-cont-text4: ইংল্যান্ড ও অস্ট্রেলিয়ার বিপক্ষে টেস্ট জয়ের পরই বদলে গেছে দলের মানসিকতা, এমনটাই মনে করেন সাবেক অধিনায়ক। <box>676 526 742 563</box>
french-kicker: ফরাসি ওপেন <box>596 1151 639 1160</box>
sharmin-lead-cont: বাংলাদেশের মাটিতে খেলা ছয়টি টেস্টের একটাতেও জয়ের দেখা পাইনি শ্রীলঙ্কা। দীর্ঘ ২১ বছরের সেই অপেক্ষার অবসান ঘটল আসিথা ফার্নান্দোর দুর্দান্ত বোলিংয়ে। মিরপুর টেস্টের পঞ্চম দিনে ১০ উইকেটের জয় পেয়েছে সফরকারীরা। <box>30 639 134 684</box>
mominul-byline: স্পোর্টস রিপোর্টার <box>594 138 638 145</box>
cycling-lead-cont2: নারী ক্রিকেট দলের অভ্যন্তরীণ বিতর্ক নিয়ে অনুসন্ধানে তদন্ত কমিটি গঠন করেছে বাংলাদেশ ক্রিকেট বোর্ড। <box>30 1164 134 1186</box>
england-lead-cont: বাংলাদেশের মাটিতে খেলা ছয়টি টেস্টের একটাতেও জয়ের দেখা পাইনি শ্রীলঙ্কা। দীর্ঘ ২১ বছরের সেই অপেক্ষার অবসান ঘটল আসিথা ফার্নান্দোর দুর্দান্ত বোলিংয়ে। মিরপুর টেস্টের পঞ্চম দিনে ১০ উইকেটের জয় পেয়েছে সফরকারীরা। <box>144 675 360 705</box>
mominul-lead: দল হিসেবে বড় পরাজয়ের দায় নিতে হবে অধিনায়ক মুমিনুল হককে। বোর্ড সভাপতি নাজমুল হাসান পাপন জানিয়েছেন তার সঙ্গে বসা হয়েছে এবং আবারও বসবেন। <box>594 138 734 167</box>
sakib-lead-cont: বাংলাদেশের মাটিতে খেলা ছয়টি টেস্টের একটাতেও জয়ের দেখা পাইনি শ্রীলঙ্কা। দীর্ঘ ২১ বছরের সেই অপেক্ষার অবসান ঘটল আসিথা ফার্নান্দোর দুর্দান্ত বোলিংয়ে। মিরপুর টেস্টের পঞ্চম দিনে ১০ উইকেটের জয় পেয়েছে সফরকারীরা। <box>30 342 134 387</box>
bat-fail-byline: স্পোর্টস রিপোর্টার <box>594 428 636 435</box>
liton-bat-lead-cont2: দল হিসেবে বড় পরাজয়ের দায় নিতে হবে অধিনায়ক মুমিনুল হককে। বোর্ড সভাপতি নাজমুল হাসান পাপন জানিয়েছেন তার সঙ্গে বসা হয়েছে এবং আবারও বসবেন। <box>474 417 588 446</box>
tv-row-2-event: লিভারপুল : রিয়াল মাদ্রিদ <box>52 1041 114 1048</box>
liton-bat-byline: স্পোর্টস রিপোর্টার <box>474 366 520 373</box>
england-body <box>144 668 360 910</box>
liton-run-lead-cont: বাংলাদেশের মাটিতে খেলা ছয়টি টেস্টের একটাতেও জয়ের দেখা পাইনি শ্রীলঙ্কা। দীর্ঘ ২১ বছরের সেই অপেক্ষার অবসান ঘটল আসিথা ফার্নান্দোর দুর্দান্ত বোলিংয়ে। মিরপুর টেস্টের পঞ্চম দিনে ১০ উইকেটের জয় পেয়েছে সফরকারীরা। <box>361 580 467 625</box>
swimming-byline: স্পোর্টস রিপোর্টার <box>474 1006 526 1013</box>
french-cont-text2: বাংলাদেশের মাটিতে খেলা ছয়টি টেস্টের একটাতেও জয়ের দেখা পাইনি শ্রীলঙ্কা। দীর্ঘ ২১ বছরের সেই অপেক্ষার অবসান ঘটল আসিথা ফার্নান্দোর দুর্দান্ত বোলিংয়ে। মিরপুর টেস্টের পঞ্চম দিনে ১০ উইকেটের জয় পেয়েছে সফরকারীরা। <box>682 1251 808 1295</box>
sharmin-lead-cont2: বাংলাদেশ ফুটবল ফেডারেশনের আয়োজনে মাঠে গড়াচ্ছে পাইওনিয়ার ফুটবল লিগ। <box>30 683 134 698</box>
pioneer-byline: স্পোর্টস রিপোর্টার <box>814 1010 862 1017</box>
liton-run-body <box>361 566 467 625</box>
bogura-headline: বগুড়া প্রিমিয়ার ডিভিশন ক্রিকেট রহমাননগর ক্রিকেট ক্লাব ফাইনালে <box>472 1328 588 1359</box>
langer-byline: স্পোর্টস রিপোর্টার <box>144 966 188 973</box>
langer-cont-text3: দল হিসেবে বড় পরাজয়ের দায় নিতে হবে অধিনায়ক মুমিনুল হককে। বোর্ড সভাপতি নাজমুল হাসান পাপন জানিয়েছেন তার সঙ্গে বসা হয়েছে এবং আবারও বসবেন। <box>144 1142 466 1157</box>
main-headline: শ্রীলঙ্কার ২১ বছরের অপেক্ষার অবসান ঘটালেন আসিথা <box>144 298 465 371</box>
sharmin-lead-cont6: ফরাসি ওপেনের তৃতীয় রাউন্ডে জায়গা করে নিয়েছেন দানিল মেদভেদেভ ও ইগা শিয়াওতেক। <box>30 763 134 793</box>
mominul-lead-cont2: ইংল্যান্ড ও অস্ট্রেলিয়ার বিপক্ষে টেস্ট জয়ের পরই বদলে গেছে দলের মানসিকতা, এমনটাই মনে করেন সাবেক অধিনায়ক। <box>594 189 734 211</box>
pioneer-lead-cont2: নারী ক্রিকেট দলের অভ্যন্তরীণ বিতর্ক নিয়ে অনুসন্ধানে তদন্ত কমিটি গঠন করেছে বাংলাদেশ ক্রিকেট বোর্ড। <box>814 1068 916 1098</box>
swimming-lead-cont4: ইংল্যান্ড ও অস্ট্রেলিয়ার বিপক্ষে টেস্ট জয়ের পরই বদলে গেছে দলের মানসিকতা, এমনটাই মনে করেন সাবেক অধিনায়ক। <box>474 1100 588 1130</box>
